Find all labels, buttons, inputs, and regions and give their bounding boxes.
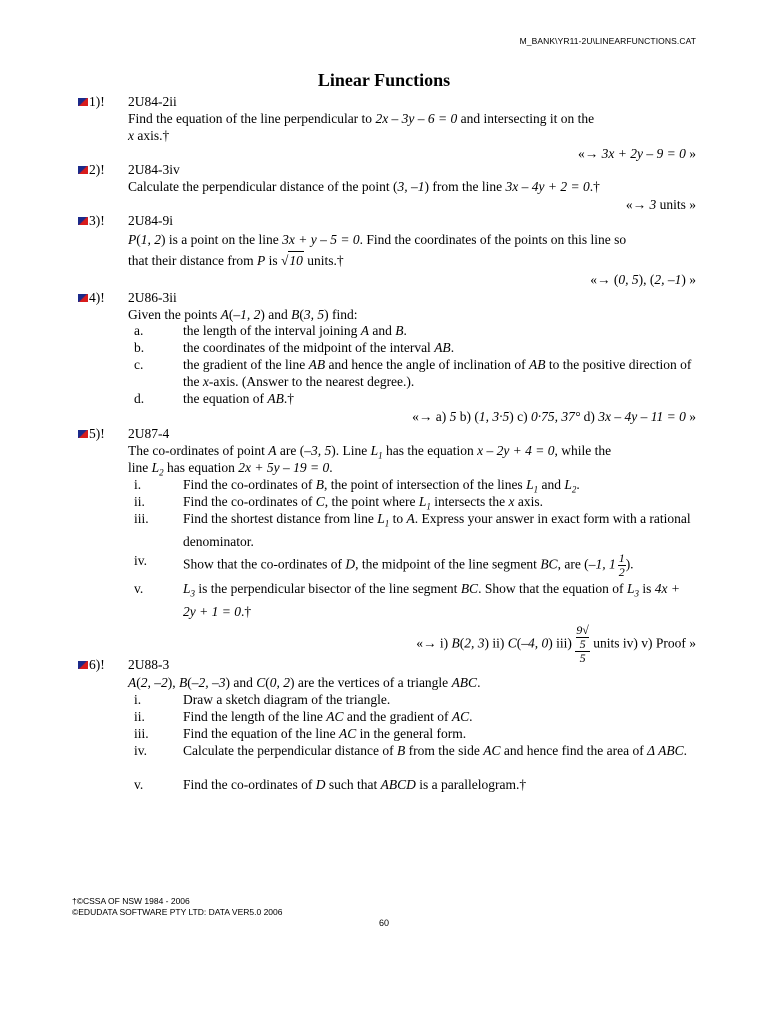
question-1-text-line-1: Find the equation of the line perpendicular to 2x – 3y – 6 = 0 and intersecting it on the	[128, 111, 595, 126]
copyright-cssa: †©CSSA OF NSW 1984 - 2006	[72, 896, 190, 906]
question-6-number: 6)!	[78, 657, 105, 673]
flag-icon	[78, 98, 88, 106]
question-2-text: Calculate the perpendicular distance of the point (3, –1) from the line 3x – 4y + 2 = 0.†	[128, 179, 600, 194]
page-number: 60	[378, 918, 389, 928]
question-4-number: 4)!	[78, 290, 105, 306]
flag-icon	[78, 166, 88, 174]
question-1-answer: «→ 3x + 2y – 9 = 0 »	[578, 146, 696, 161]
flag-icon	[78, 430, 88, 438]
question-5-number: 5)!	[78, 426, 105, 442]
question-4-code: 2U86-3ii	[128, 290, 177, 305]
question-1-code: 2U84-2ii	[128, 94, 177, 109]
question-6-intro: A(2, –2), B(–2, –3) and C(0, 2) are the vertices of a triangle ABC.	[128, 675, 481, 690]
question-2-answer: «→ 3 units »	[625, 197, 696, 212]
question-2-code: 2U84-3iv	[128, 162, 180, 177]
question-1-number: 1)!	[78, 94, 105, 110]
worksheet-page: M_BANK\YR11-2U\LINEARFUNCTIONS.CAT Linear Functions 1)! 2U84-2ii Find the equation of the line perpendicular to 2x – 3y – 6 = 0 and intersecting it on the x axis.† «→ 3x + 2y – 9 = 0 » 2)! 2U84-3iv Calculate the perpendicular distance of the point (3, –1) from the line 3x – 4y + 2 = 0.† «→ 3 units » 3)! 2U84-9i P(1, 2) is a point on the line 3x + y – 5 = 0. Find the coordinates of the points on this line so that their distance from P is √10 units.† «→ (0, 5), (2, –1) » 4)! 2U86-3ii Given the points A(–1, 2) and B(3, 5) find: a. the length of the interval joining A and B. b. the coordinates of the midpoint of the interval AB. c. the gradient of the line AB and hence the angle of inclination of AB to the positive direction of the x-axis. (Answer to the nearest degree.). d. the equation of AB.† «→ a) 5 b) (1, 3·5) c) 0·75, 37° d) 3x – 4y – 11 = 0 » 5)! 2U87-4 The co-ordinates of point A are (–3, 5). Line $L_1$ has the equation x – 2y + 4 = 0, while the line $L_2$ has equation 2x + 5y – 19 = 0. i. Find the co-ordinates of B, the point of intersection of the lines $L_1$ and $L_2$. ii. Find the co-ordinates of C, the point where $L_1$ intersects the x axis. iii. Find the shortest distance from line $L_1$ to A. Express your answer in exact form with a rational denominator. iv. Show that the co-ordinates of D, the midpoint of the line segment BC, are (–1, 1 $\frac{1}{2}$ ). v. $L_3$ is the perpendicular bisector of the line segment BC. Show that the equation of $L_3$ is 4x + 2y + 1 = 0.† «→ i) B(2, 3) ii) C(–4, 0) iii) 9√ 5 5 units iv) v) Proof » 6)! 2U88-3 A(2, –2), B(–2, –3) and C(0, 2) are the vertices of a triangle ABC. i. Draw a sketch diagram of the triangle. ii. Find the length of the line AC and the gradient of AC. iii. Find the equation of the line AC in the general form. iv. Calculate the perpendicular distance of B from the side AC and hence find the area of Δ ABC. v. Find the co-ordinates of D such that ABCD is a parallelogram.† †©CSSA OF NSW 1984 - 2006 ©EDUDATA SOFTWARE PTY LTD: DATA VER5.0 2006 60	[0, 0, 768, 1024]
question-4-answer: «→ a) 5 b) (1, 3·5) c) 0·75, 37° d) 3x – 4y – 11 = 0 »	[412, 409, 696, 424]
question-3-number: 3)!	[78, 213, 105, 229]
flag-icon	[78, 294, 88, 302]
copyright-edudata: ©EDUDATA SOFTWARE PTY LTD: DATA VER5.0 2006	[72, 907, 283, 917]
page-title: Linear Functions	[317, 70, 451, 90]
question-5-answer: «→ i) B(2, 3) ii) C(–4, 0) iii) 9√ 5 5 units iv) v) Proof »	[416, 623, 696, 665]
question-4-intro: Given the points A(–1, 2) and B(3, 5) find:	[128, 307, 358, 322]
question-3-code: 2U84-9i	[128, 213, 173, 228]
question-3-text-line-2: that their distance from P is √10 units.†	[128, 253, 344, 268]
question-3-answer: «→ (0, 5), (2, –1) »	[590, 272, 696, 287]
question-1-text-line-2: x axis.†	[128, 128, 170, 143]
question-5-code: 2U87-4	[128, 426, 170, 441]
flag-icon	[78, 217, 88, 225]
question-3-text-line-1: P(1, 2) is a point on the line 3x + y – 5 = 0. Find the coordinates of the points on this line so	[128, 232, 627, 247]
file-path: M_BANK\YR11-2U\LINEARFUNCTIONS.CAT	[519, 36, 696, 46]
question-5-intro-line-1: The co-ordinates of point A are (–3, 5). Line $L_1$ has the equation x – 2y + 4 = 0, while the	[128, 443, 612, 461]
question-6-code: 2U88-3	[128, 657, 170, 672]
flag-icon	[78, 661, 88, 669]
question-2-number: 2)!	[78, 162, 105, 178]
question-5-intro-line-2: line $L_2$ has equation 2x + 5y – 19 = 0.	[128, 460, 333, 478]
